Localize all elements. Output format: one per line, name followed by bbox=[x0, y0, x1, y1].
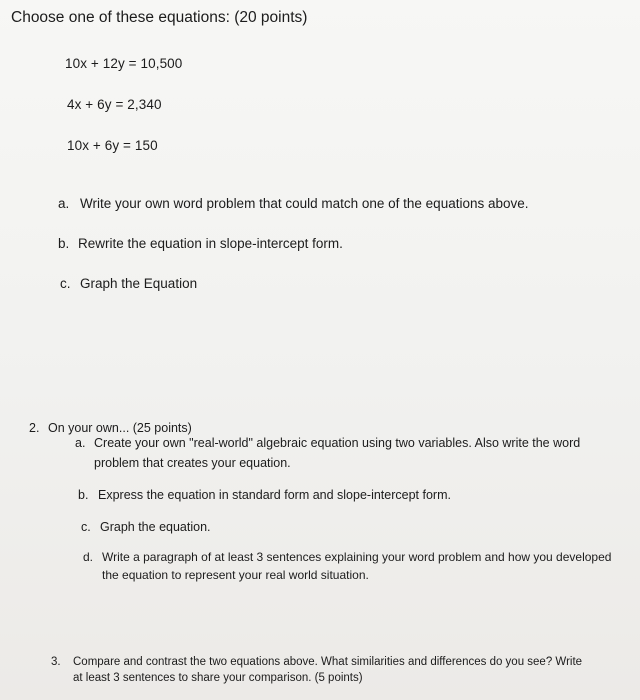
equation-2: 4x + 6y = 2,340 bbox=[67, 97, 162, 112]
section3-line2: at least 3 sentences to share your comparison. (5 points) bbox=[73, 672, 363, 684]
item-marker: b. bbox=[78, 488, 89, 502]
item-marker: c. bbox=[60, 276, 71, 291]
section2-item-d-line2: the equation to represent your real world situation. bbox=[102, 568, 369, 582]
equation-1: 10x + 12y = 10,500 bbox=[65, 56, 183, 71]
item-text-line1: Create your own "real-world" algebraic equation using two variables. Also write the word bbox=[94, 436, 581, 450]
item-text-line1: Write a paragraph of at least 3 sentences explaining your word problem and how you developed bbox=[102, 550, 612, 564]
item-text: Write your own word problem that could match one of the equations above. bbox=[80, 196, 529, 211]
item-marker: d. bbox=[83, 550, 94, 564]
section2-heading: On your own... (25 points) bbox=[48, 421, 192, 435]
section1-item-c bbox=[60, 276, 197, 291]
section2-heading-row bbox=[29, 421, 192, 435]
item-marker: a. bbox=[75, 436, 86, 450]
section1-item-b bbox=[58, 236, 343, 251]
section1-item-a bbox=[58, 196, 529, 211]
item-marker: a. bbox=[58, 196, 70, 211]
item-marker: b. bbox=[58, 236, 70, 251]
question-number: 2. bbox=[29, 421, 40, 435]
section3-question bbox=[51, 656, 582, 668]
section2-item-b bbox=[78, 488, 451, 502]
section2-item-a-line2: problem that creates your equation. bbox=[94, 456, 291, 470]
section2-item-d bbox=[83, 550, 611, 564]
item-marker: c. bbox=[81, 520, 91, 534]
item-text: Express the equation in standard form and slope-intercept form. bbox=[98, 488, 451, 502]
equation-3: 10x + 6y = 150 bbox=[67, 138, 158, 153]
item-text: Graph the equation. bbox=[100, 520, 211, 534]
section3-line1: Compare and contrast the two equations above. What similarities and differences do you see? Write bbox=[73, 656, 583, 668]
item-text: Rewrite the equation in slope-intercept form. bbox=[78, 236, 343, 251]
item-text: Graph the Equation bbox=[80, 276, 198, 291]
section2-item-a bbox=[75, 436, 580, 450]
section1-heading: Choose one of these equations: (20 points) bbox=[11, 9, 308, 26]
question-number: 3. bbox=[51, 656, 61, 668]
section2-item-c bbox=[81, 520, 211, 534]
